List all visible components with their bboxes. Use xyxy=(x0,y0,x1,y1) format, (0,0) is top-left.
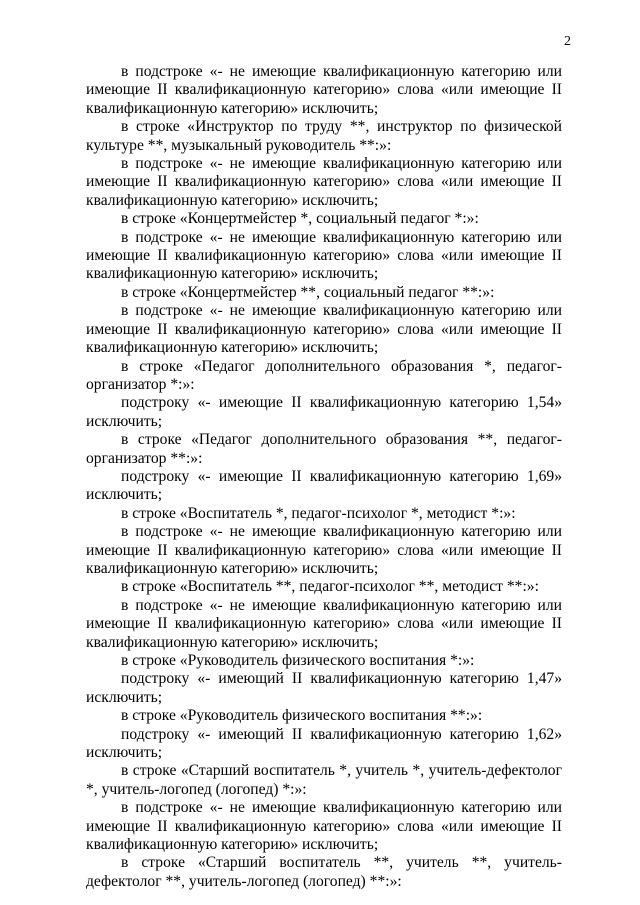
paragraph: в подстроке «- не имеющие квалификационную категорию или имеющие II квалификационную категорию» слова «или имеющие II квалификационную категорию» исключить; xyxy=(86,228,562,283)
paragraph: в строке «Воспитатель *, педагог-психолог *, методист *:»: xyxy=(121,504,516,522)
paragraph: подстроку «- имеющие II квалификационную категорию 1,69» исключить; xyxy=(86,467,562,504)
paragraph: в строке «Старший воспитатель *, учитель *, учитель-дефектолог *, учитель-логопед (логопед) *:»: xyxy=(86,762,562,798)
paragraph: в строке «Руководитель физического воспитания *:»: xyxy=(121,652,475,669)
paragraph: в строке «Педагог дополнительного образования *, педагог-организатор *:»: xyxy=(86,357,562,393)
paragraph: подстроку «- имеющий II квалификационную категорию 1,47» исключить; xyxy=(86,670,562,706)
page-number: 2 xyxy=(564,34,571,49)
paragraph: подстроку «- имеющие II квалификационную категорию 1,54» исключить; xyxy=(86,394,562,430)
paragraph: в строке «Старший воспитатель **, учитель **, учитель-дефектолог **, учитель-логопед (логопед) **:»: xyxy=(86,854,562,890)
paragraph: в подстроке «- не имеющие квалификационную категорию или имеющие II квалификационную категорию» слова «или имеющие II квалификационную категорию» исключить; xyxy=(86,799,562,854)
paragraph: в строке «Воспитатель **, педагог-психолог **, методист **:»: xyxy=(121,578,539,596)
paragraph: в подстроке «- не имеющие квалификационную категорию или имеющие II квалификационную категорию» слова «или имеющие II квалификационную категорию» исключить; xyxy=(86,596,562,651)
paragraph: в строке «Инструктор по труду **, инструктор по физической культуре **, музыкальный руководитель **:»: xyxy=(86,118,562,154)
paragraph: в строке «Концертмейстер **, социальный педагог **:»: xyxy=(121,283,495,301)
paragraph: в подстроке «- не имеющие квалификационную категорию или имеющие II квалификационную категорию» слова «или имеющие II квалификационную категорию» исключить; xyxy=(86,302,562,357)
paragraph: в строке «Руководитель физического воспитания **:»: xyxy=(121,707,483,725)
document-body xyxy=(86,63,562,891)
paragraph: подстроку «- имеющий II квалификационную категорию 1,62» исключить; xyxy=(86,725,562,762)
paragraph: в подстроке «- не имеющие квалификационную категорию или имеющие II квалификационную категорию» слова «или имеющие II квалификационную категорию» исключить; xyxy=(86,523,562,577)
paragraph: в строке «Концертмейстер *, социальный педагог *:»: xyxy=(121,210,479,228)
paragraph: в подстроке «- не имеющие квалификационную категорию или имеющие II квалификационную категорию» слова «или имеющие II квалификационную категорию» исключить; xyxy=(86,155,562,209)
paragraph: в подстроке «- не имеющие квалификационную категорию или имеющие II квалификационную категорию» слова «или имеющие II квалификационную категорию» исключить; xyxy=(86,63,562,117)
paragraph: в строке «Педагог дополнительного образования **, педагог-организатор **:»: xyxy=(86,431,562,467)
